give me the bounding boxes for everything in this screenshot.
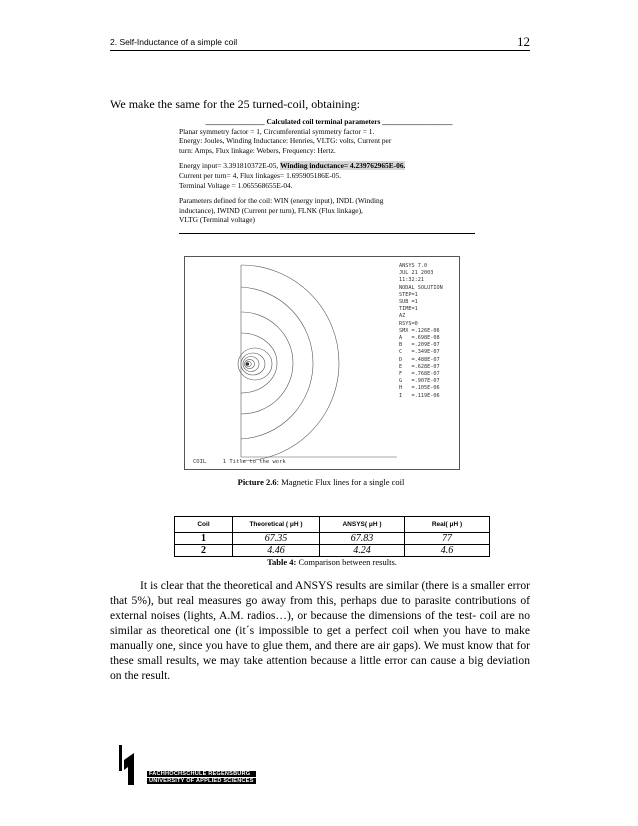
figure-caption xyxy=(184,477,458,487)
legend-line: G =.907E-07 xyxy=(399,378,440,385)
table-row xyxy=(175,545,490,557)
table-caption-text: Comparison between results. xyxy=(296,557,397,567)
legend-line: JUL 21 2003 xyxy=(399,270,434,277)
legend-line: SMX =.126E-06 xyxy=(399,327,440,334)
table-cell: 4.6 xyxy=(405,545,490,557)
domain-outer-boundary xyxy=(241,265,339,461)
legend-line: SUB =1 xyxy=(399,299,418,306)
table-cell: 4.24 xyxy=(320,545,405,557)
legend-line: F =.768E-07 xyxy=(399,371,440,378)
table-caption xyxy=(174,557,490,567)
ansys-line: Current per turn= 4, Flux linkages= 1.695905186E-05. xyxy=(179,170,342,180)
ansys-line: Parameters defined for the coil: WIN (energy input), INDL (Winding xyxy=(179,196,384,206)
flux-line xyxy=(241,312,293,414)
ansys-line: VLTG (Terminal voltage) xyxy=(179,215,255,225)
table-cell: 67.83 xyxy=(320,533,405,545)
legend-line: NODAL SOLUTION xyxy=(399,284,443,291)
comparison-table xyxy=(174,516,490,557)
header-section-title: 2. Self-Inductance of a simple coil xyxy=(110,37,238,47)
legend-line: B =.209E-07 xyxy=(399,342,440,349)
logo-line: UNIVERSITY OF APPLIED SCIENCES xyxy=(149,778,254,784)
energy-input: Energy input= 3.391810372E-05, xyxy=(179,161,281,171)
university-logo-text xyxy=(147,771,256,785)
ansys-energy-line xyxy=(179,161,479,171)
table-header-row xyxy=(175,517,490,533)
table-cell: 1 xyxy=(175,533,233,545)
logo-line: FACHHOCHSCHULE REGENSBURG xyxy=(147,771,256,777)
legend-line: RSYS=0 xyxy=(399,320,418,327)
page-number: 12 xyxy=(517,34,530,49)
figure-caption-label: Picture 2.6 xyxy=(237,477,277,487)
page-header xyxy=(110,36,530,51)
table-row xyxy=(175,533,490,545)
column-header: ANSYS( μH ) xyxy=(320,517,405,533)
ansys-line: Energy: Joules, Winding Inductance: Henries, VLTG: volts, Current per xyxy=(179,136,392,146)
table-caption-label: Table 4: xyxy=(267,557,297,567)
legend-line: A =.698E-08 xyxy=(399,335,440,342)
table-cell: 77 xyxy=(405,533,490,545)
legend-line: H =.105E-06 xyxy=(399,385,440,392)
ansys-line: Planar symmetry factor = 1, Circumferential symmetry factor = 1. xyxy=(179,126,375,136)
table-cell: 67.35 xyxy=(233,533,320,545)
body-text xyxy=(110,578,530,683)
column-header: Coil xyxy=(175,517,233,533)
legend-line: TIME=1 xyxy=(399,306,418,313)
column-header: Real( μH ) xyxy=(405,517,490,533)
ansys-line: Terminal Voltage = 1.065568655E-04. xyxy=(179,180,293,190)
legend-line: C =.349E-07 xyxy=(399,349,440,356)
ansys-legend xyxy=(399,263,443,400)
ansys-line: inductance), IWIND (Current per turn), FLNK (Flux linkage), xyxy=(179,205,363,215)
ansys-output-block xyxy=(179,117,479,225)
flux-lines-figure xyxy=(184,256,460,470)
table-cell: 4.46 xyxy=(233,545,320,557)
ansys-divider xyxy=(179,233,475,234)
table-cell: 2 xyxy=(175,545,233,557)
figure-footer-label: COIL 1 Title to the work xyxy=(193,459,286,465)
column-header: Theoretical ( μH ) xyxy=(233,517,320,533)
legend-line: AZ xyxy=(399,313,406,320)
paragraph: It is clear that the theoretical and ANSYS results are similar (there is a smaller error that 5%), but real measures go away from this, perhaps due to parasite contributions of external noises (lights, A.M. radios…), or because the dimensions of the test- coil are no similar as theoretical one (it´s impossible to get a perfect coil when you have to make manually one, since you have to glue them, and there are air gaps). We must know that for these small results, we may take attention because a little error can cause a big deviation on the result. xyxy=(110,579,530,682)
winding-inductance-highlight: Winding inductance= 4.239762965E-06. xyxy=(280,161,406,171)
ansys-line: turn: Amps, Flux linkage: Webers, Frequency: Hertz. xyxy=(179,145,336,155)
legend-line: 11:32:21 xyxy=(399,277,424,284)
figure-caption-text: : Magnetic Flux lines for a single coil xyxy=(276,477,405,487)
ansys-output-title: ________________ Calculated coil terminal parameters ___________________ xyxy=(205,117,453,126)
legend-line: E =.628E-07 xyxy=(399,363,440,370)
legend-line: STEP=1 xyxy=(399,291,418,298)
legend-line: I =.119E-06 xyxy=(399,392,440,399)
legend-line: ANSYS 7.0 xyxy=(399,263,428,269)
legend-line: D =.488E-07 xyxy=(399,356,440,363)
coil-section xyxy=(246,362,249,365)
intro-text: We make the same for the 25 turned-coil, obtaining: xyxy=(110,97,360,111)
